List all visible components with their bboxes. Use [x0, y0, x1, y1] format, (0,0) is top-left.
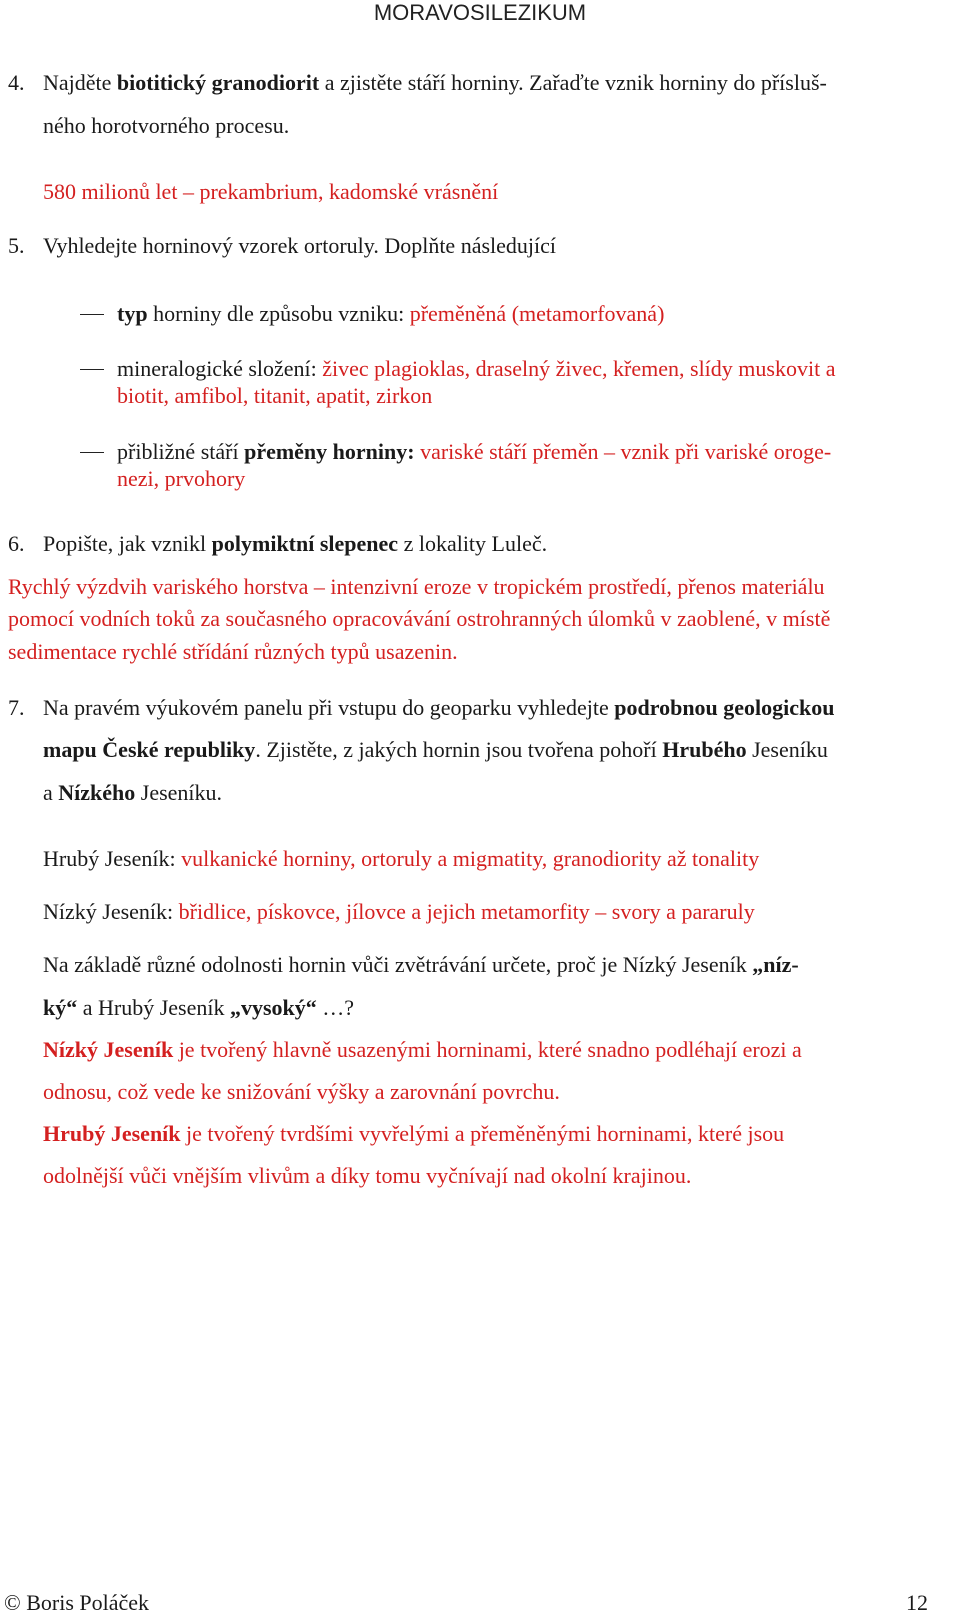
q7-answer2-line1: Hrubý Jeseník je tvořený tvrdšími vyvřelými a přeměněnými horninami, které jsou	[43, 1121, 785, 1146]
q5-item-mineralogy-line2: biotit, amfibol, titanit, apatit, zirkon	[117, 383, 433, 408]
q7-question-line2: ký“ a Hrubý Jeseník „vysoký“ …?	[43, 995, 355, 1020]
q6-answer-line3: sedimentace rychlé střídání různých typů usazenin.	[8, 639, 458, 664]
q5-item-age: přibližné stáří přeměny horniny: variské stáří přeměn – vznik při variské oroge-	[117, 439, 832, 464]
q7-text-line2: mapu České republiky. Zjistěte, z jakých hornin jsou tvořena pohoří Hrubého Jeseníku	[43, 737, 828, 762]
q4-answer: 580 milionů let – prekambrium, kadomské vrásnění	[43, 179, 499, 204]
q4-text: Najděte biotitický granodiorit a zjistěte stáří horniny. Zařaďte vznik horniny do přísluš-	[43, 70, 827, 95]
q7-text-line1: Na pravém výukovém panelu při vstupu do geoparku vyhledejte podrobnou geologickou	[43, 695, 835, 720]
q5-text: Vyhledejte horninový vzorek ortoruly. Doplňte následující	[43, 233, 557, 258]
q6-number: 6.	[8, 531, 25, 556]
footer-author: © Boris Poláček	[4, 1590, 150, 1615]
q7-text-line3: a Nízkého Jeseníku.	[43, 780, 223, 805]
bullet-dash	[80, 369, 104, 370]
q5-item-age-line2: nezi, prvohory	[117, 466, 246, 491]
q6-answer-line2: pomocí vodních toků za současného opracovávání ostrohranných úlomků v zaoblené, v místě	[8, 606, 831, 631]
q6-text: Popište, jak vznikl polymiktní slepenec z lokality Luleč.	[43, 531, 548, 556]
bullet-dash	[80, 452, 104, 453]
footer-page-number: 12	[906, 1590, 928, 1615]
q4-number: 4.	[8, 70, 25, 95]
bullet-dash	[80, 314, 104, 315]
q7-nizky-jesenik: Nízký Jeseník: břidlice, pískovce, jílovce a jejich metamorfity – svory a pararuly	[43, 899, 755, 924]
q5-number: 5.	[8, 233, 25, 258]
q7-answer1-line2: odnosu, což vede ke snižování výšky a zarovnání povrchu.	[43, 1079, 560, 1104]
q4-text-line2: ného horotvorného procesu.	[43, 113, 290, 138]
q5-item-type: typ horniny dle způsobu vzniku: přeměněná (metamorfovaná)	[117, 301, 665, 326]
q7-hruby-jesenik: Hrubý Jeseník: vulkanické horniny, ortoruly a migmatity, granodiority až tonality	[43, 846, 760, 871]
q7-answer2-line2: odolnější vůči vnějším vlivům a díky tomu vyčnívají nad okolní krajinou.	[43, 1163, 692, 1188]
q7-number: 7.	[8, 695, 25, 720]
page-header: MORAVOSILEZIKUM	[373, 0, 587, 25]
q7-answer1-line1: Nízký Jeseník je tvořený hlavně usazenými horninami, které snadno podléhají erozi a	[43, 1037, 802, 1062]
q6-answer-line1: Rychlý výzdvih variského horstva – intenzivní eroze v tropickém prostředí, přenos materiálu	[8, 574, 825, 599]
q7-question-line1: Na základě různé odolnosti hornin vůči zvětrávání určete, proč je Nízký Jeseník „níz-	[43, 952, 799, 977]
q5-item-mineralogy: mineralogické složení: živec plagioklas, draselný živec, křemen, slídy muskovit a	[117, 356, 836, 381]
